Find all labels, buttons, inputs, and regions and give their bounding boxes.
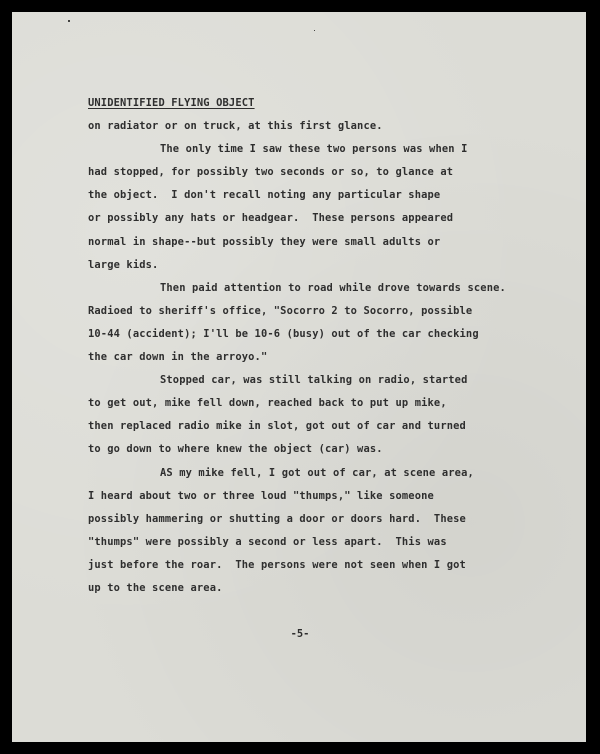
text-line: the object. I don't recall noting any particular shape bbox=[88, 189, 441, 202]
text-line: up to the scene area. bbox=[88, 581, 223, 594]
text-line: just before the roar. The persons were not seen when I got bbox=[88, 558, 466, 571]
text-line: AS my mike fell, I got out of car, at scene area, bbox=[160, 466, 474, 479]
text-line: to get out, mike fell down, reached back to put up mike, bbox=[88, 397, 447, 410]
text-line: then replaced radio mike in slot, got out of car and turned bbox=[88, 420, 466, 433]
text-line: to go down to where knew the object (car) was. bbox=[88, 443, 383, 456]
text-line: The only time I saw these two persons was when I bbox=[160, 143, 468, 156]
text-line: "thumps" were possibly a second or less apart. This was bbox=[88, 535, 447, 548]
text-line: Then paid attention to road while drove towards scene. bbox=[160, 281, 506, 294]
text-line: Radioed to sheriff's office, "Socorro 2 to Socorro, possible bbox=[88, 304, 473, 317]
text-line: on radiator or on truck, at this first glance. bbox=[88, 120, 383, 133]
paper-speck bbox=[68, 20, 70, 22]
text-line: I heard about two or three loud "thumps," like someone bbox=[88, 489, 434, 502]
text-line: the car down in the arroyo." bbox=[88, 351, 268, 364]
text-line: had stopped, for possibly two seconds or so, to glance at bbox=[88, 166, 454, 179]
text-line: normal in shape--but possibly they were small adults or bbox=[88, 235, 441, 248]
page-number: -5- bbox=[290, 628, 310, 640]
text-line: large kids. bbox=[88, 258, 159, 271]
text-line: 10-44 (accident); I'll be 10-6 (busy) out of the car checking bbox=[88, 327, 479, 340]
document-body bbox=[88, 92, 558, 600]
document-heading: UNIDENTIFIED FLYING OBJECT bbox=[88, 97, 255, 109]
text-line: or possibly any hats or headgear. These persons appeared bbox=[88, 212, 454, 225]
text-line: Stopped car, was still talking on radio, started bbox=[160, 374, 468, 387]
paper-speck bbox=[314, 30, 315, 31]
text-line: possibly hammering or shutting a door or doors hard. These bbox=[88, 512, 466, 525]
